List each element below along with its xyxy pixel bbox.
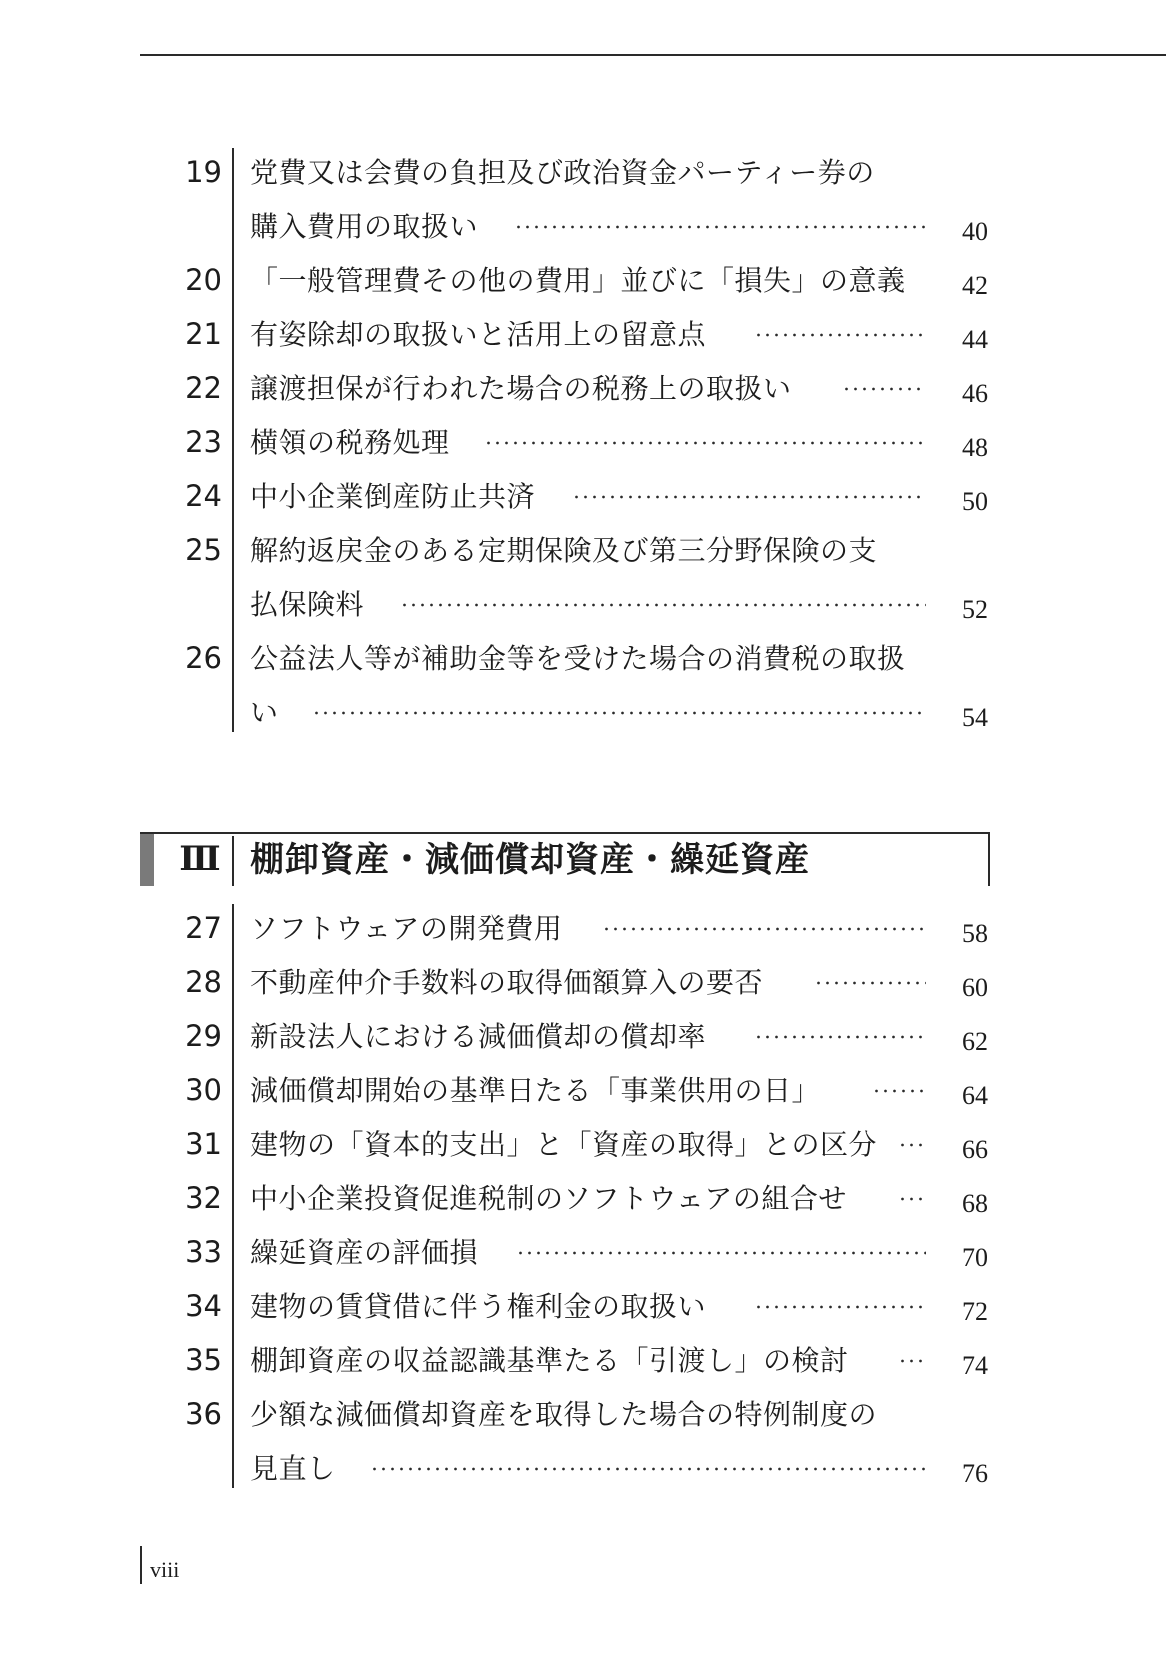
toc-entry-35[interactable] [0, 1336, 1166, 1390]
entry-title-line1: 党費又は会費の負担及び政治資金パーティー券の [250, 156, 875, 189]
entry-page: 68 [962, 1189, 988, 1218]
entry-title: 不動産仲介手数料の取得価額算入の要否 [250, 966, 764, 999]
toc-entry-22[interactable] [0, 364, 1166, 418]
leader-dots [516, 1250, 926, 1256]
entry-number: 24 [185, 479, 222, 513]
toc-entry-19[interactable] [0, 148, 1166, 202]
entry-page: 40 [962, 217, 988, 246]
entry-page: 62 [962, 1027, 988, 1056]
entry-title: 繰延資産の評価損 [250, 1236, 479, 1269]
toc-entry-30[interactable] [0, 1066, 1166, 1120]
folio-rule [140, 1546, 142, 1584]
leader-dots [514, 224, 926, 230]
toc-entry-33[interactable] [0, 1228, 1166, 1282]
section-title[interactable]: 棚卸資産・減価償却資産・繰延資産 [250, 840, 810, 880]
leader-dots [754, 332, 926, 338]
entry-number: 34 [185, 1289, 222, 1323]
toc-entry-26[interactable] [0, 634, 1166, 688]
entry-title-line1: 公益法人等が補助金等を受けた場合の消費税の取扱 [250, 642, 906, 675]
toc-entry-25-cont[interactable] [0, 580, 1166, 634]
entry-number: 31 [185, 1127, 222, 1161]
heading-divider [232, 836, 234, 886]
leader-dots [602, 926, 926, 932]
toc-entry-36-cont[interactable] [0, 1444, 1166, 1498]
toc-entry-36[interactable] [0, 1390, 1166, 1444]
toc-entry-23[interactable] [0, 418, 1166, 472]
entry-title-line2: 見直し [250, 1452, 336, 1485]
entry-title: 有姿除却の取扱いと活用上の留意点 [250, 318, 707, 351]
toc-entry-27[interactable] [0, 904, 1166, 958]
toc-entry-29[interactable] [0, 1012, 1166, 1066]
entry-page: 52 [962, 595, 988, 624]
leader-dots [312, 710, 926, 716]
entry-title: 建物の賃貸借に伴う権利金の取扱い [250, 1290, 707, 1323]
entry-page: 48 [962, 433, 988, 462]
entry-number: 36 [185, 1397, 222, 1431]
entry-title-line2: 購入費用の取扱い [250, 210, 479, 243]
toc-entry-34[interactable] [0, 1282, 1166, 1336]
leader-dots [572, 494, 926, 500]
entry-page: 74 [962, 1351, 988, 1380]
leader-dots [814, 980, 926, 986]
leader-dots [898, 1142, 926, 1148]
entry-title: 中小企業投資促進税制のソフトウェアの組合せ [250, 1182, 847, 1215]
entry-title-line2: い [250, 696, 279, 729]
entry-number: 22 [185, 371, 222, 405]
entry-page: 72 [962, 1297, 988, 1326]
entry-title: ソフトウェアの開発費用 [250, 912, 563, 945]
toc-entry-25[interactable] [0, 526, 1166, 580]
leader-dots [754, 1034, 926, 1040]
toc-entry-28[interactable] [0, 958, 1166, 1012]
leader-dots [370, 1466, 926, 1472]
entry-page: 60 [962, 973, 988, 1002]
leader-dots [898, 1358, 926, 1364]
toc-entry-31[interactable] [0, 1120, 1166, 1174]
entry-number: 19 [185, 155, 222, 189]
entry-title: 減価償却開始の基準日たる「事業供用の日」 [250, 1074, 821, 1107]
leader-dots [872, 1088, 926, 1094]
entry-title: 棚卸資産の収益認識基準たる「引渡し」の検討 [250, 1344, 849, 1377]
entry-number: 28 [185, 965, 222, 999]
section-roman-numeral: Ⅲ [179, 841, 221, 878]
leader-dots [898, 1196, 926, 1202]
entry-page: 54 [962, 703, 988, 732]
entry-number: 26 [185, 641, 222, 675]
toc-entry-26-cont[interactable] [0, 688, 1166, 742]
entry-title: 新設法人における減価償却の償却率 [250, 1020, 707, 1053]
entry-title-line2: 払保険料 [250, 588, 365, 621]
entry-number: 25 [185, 533, 222, 567]
leader-dots [484, 440, 926, 446]
entry-number: 32 [185, 1181, 222, 1215]
toc-entry-20[interactable] [0, 256, 1166, 310]
leader-dots [400, 602, 926, 608]
entry-number: 27 [185, 911, 222, 945]
entry-title-line1: 少額な減価償却資産を取得した場合の特例制度の [250, 1398, 878, 1431]
entry-number: 35 [185, 1343, 222, 1377]
leader-dots [842, 386, 926, 392]
entry-page: 44 [962, 325, 988, 354]
entry-number: 30 [185, 1073, 222, 1107]
entry-page: 64 [962, 1081, 988, 1110]
toc-entry-19-cont[interactable] [0, 202, 1166, 256]
toc-entry-24[interactable] [0, 472, 1166, 526]
entry-number: 20 [185, 263, 222, 297]
entry-page: 42 [962, 271, 988, 300]
entry-title-line1: 解約返戻金のある定期保険及び第三分野保険の支 [250, 534, 878, 567]
entry-number: 23 [185, 425, 222, 459]
top-rule [140, 54, 1166, 56]
section-heading [140, 832, 990, 886]
entry-title: 「一般管理費その他の費用」並びに「損失」の意義 [250, 264, 906, 297]
entry-title: 横領の税務処理 [250, 426, 450, 459]
toc-entry-21[interactable] [0, 310, 1166, 364]
entry-title: 譲渡担保が行われた場合の税務上の取扱い [250, 372, 792, 405]
entry-page: 70 [962, 1243, 988, 1272]
heading-tab-marker [140, 834, 154, 886]
entry-page: 76 [962, 1459, 988, 1488]
entry-page: 50 [962, 487, 988, 516]
entry-number: 29 [185, 1019, 222, 1053]
page-folio: viii [150, 1557, 180, 1582]
entry-title: 中小企業倒産防止共済 [250, 480, 536, 513]
leader-dots [754, 1304, 926, 1310]
entry-page: 46 [962, 379, 988, 408]
entry-number: 21 [185, 317, 222, 351]
entry-page: 66 [962, 1135, 988, 1164]
entry-number: 33 [185, 1235, 222, 1269]
entry-title: 建物の「資本的支出」と「資産の取得」との区分 [250, 1128, 878, 1161]
entry-page: 58 [962, 919, 988, 948]
toc-entry-32[interactable] [0, 1174, 1166, 1228]
